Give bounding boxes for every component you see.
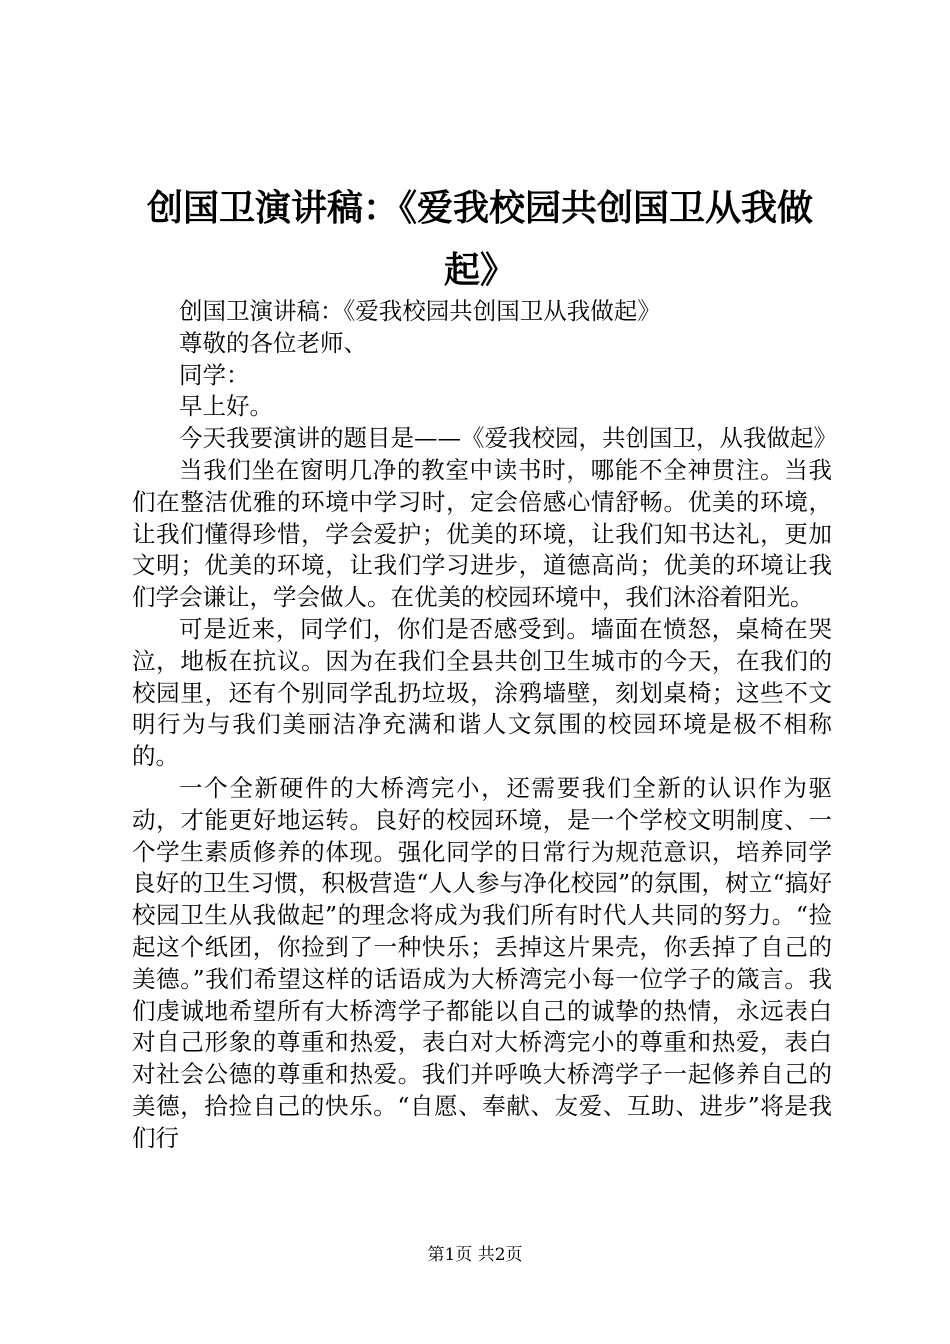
paragraph-problem: 可是近来，同学们，你们是否感受到。墙面在愤怒，桌椅在哭泣，地板在抗议。因为在我们全县共创卫生城市的今天，在我们的校园里，还有个别同学乱扔垃圾，涂鸦墙壁，刻划桌椅；这些不文明行为与我们美丽洁净充满和谐人文氛围的校园环境是极不相称的。	[132, 614, 832, 771]
paragraph-greeting: 早上好。	[179, 392, 273, 421]
paragraph-salutation-students: 同学：	[179, 360, 250, 389]
document-title: 创国卫演讲稿：《爱我校园共创国卫从我做起》	[146, 188, 813, 291]
paragraph-salutation: 尊敬的各位老师、	[179, 328, 367, 357]
document-body	[132, 296, 837, 1155]
page-number-footer: 第1页 共2页	[427, 1245, 523, 1265]
paragraph-call-to-action: 一个全新硬件的大桥湾完小，还需要我们全新的认识作为驱动，才能更好地运转。良好的校园环境，是一个学校文明制度、一个学生素质修养的体现。强化同学的日常行为规范意识，培养同学良好的卫生习惯，积极营造“人人参与净化校园”的氛围，树立“搞好校园卫生从我做起”的理念将成为我们所有时代人共同的努力。“捡起这个纸团，你捡到了一种快乐；丢掉这片果壳，你丢掉了自己的美德。”我们希望这样的话语成为大桥湾完小每一位学子的箴言。我们虔诚地希望所有大桥湾学子都能以自己的诚挚的热情，永远表白对自己形象的尊重和热爱，表白对大桥湾完小的尊重和热爱，表白对社会公德的尊重和热爱。我们并呼唤大桥湾学子一起修养自己的美德，拾捡自己的快乐。“自愿、奉献、友爱、互助、进步”将是我们行	[132, 773, 832, 1152]
paragraph-topic: 今天我要演讲的题目是——《爱我校园，共创国卫，从我做起》	[179, 424, 837, 453]
paragraph-environment: 当我们坐在窗明几净的教室中读书时，哪能不全神贯注。当我们在整洁优雅的环境中学习时，定会倍感心情舒畅。优美的环境，让我们懂得珍惜，学会爱护；优美的环境，让我们知书达礼，更加文明；优美的环境，让我们学习进步，道德高尚；优美的环境让我们学会谦让，学会做人。在优美的校园环境中，我们沐浴着阳光。	[132, 455, 832, 612]
paragraph-heading-repeat: 创国卫演讲稿：《爱我校园共创国卫从我做起》	[179, 297, 661, 325]
